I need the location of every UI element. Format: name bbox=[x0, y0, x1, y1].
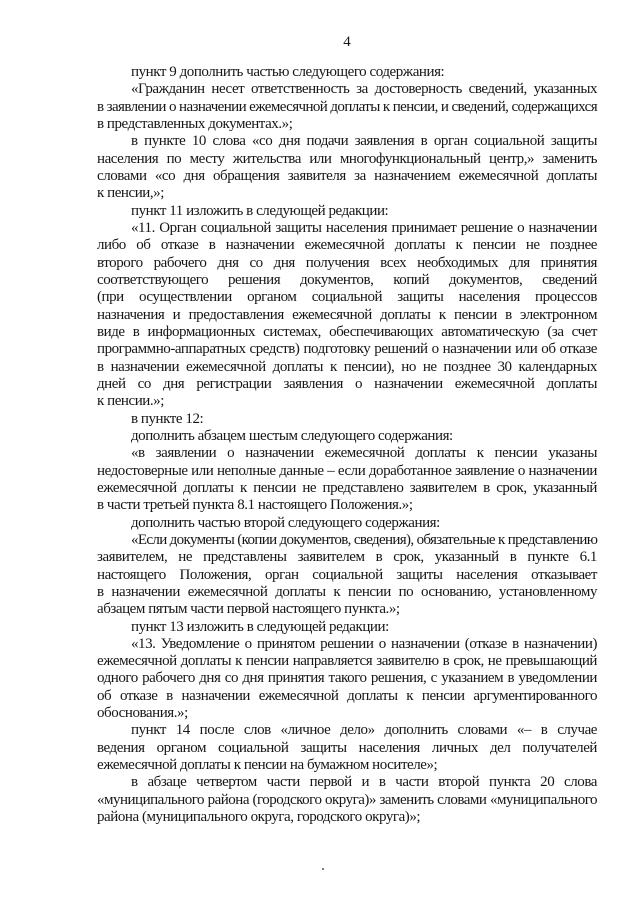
amendment-point-13-instruction bbox=[97, 619, 597, 636]
text-line: в пункте 10 слова «со дня подачи заявления в орган социальной защиты bbox=[131, 133, 597, 150]
amendment-point-20 bbox=[97, 774, 597, 826]
amendment-point-12-part2-text bbox=[97, 532, 597, 619]
amendment-point-12-heading bbox=[97, 411, 597, 428]
amendment-point-9-text bbox=[97, 81, 597, 133]
text-line: обоснования.»; bbox=[97, 705, 188, 722]
text-line: недостоверные или неполные данные – если доработанное заявление о назначении bbox=[97, 462, 597, 479]
text-line: «13. Уведомление о принятом решении о назначении (отказе в назначении) bbox=[131, 635, 597, 652]
text-line: ведения органом социальной защиты населения личных дел получателей bbox=[97, 739, 597, 756]
text-line: соответствующего решения документов, копий документов, сведений bbox=[97, 271, 597, 288]
text-line: заявителем, не представлены заявителем в срок, указанный в пункте 6.1 bbox=[97, 549, 597, 566]
amendment-point-12-part2-instruction bbox=[97, 515, 597, 532]
text-line: ежемесячной доплаты к пенсии на бумажном носителе»; bbox=[97, 757, 438, 774]
text-line: «Гражданин несет ответственность за достоверность сведений, указанных bbox=[131, 81, 597, 98]
text-line: дополнить частью второй следующего содержания: bbox=[131, 514, 440, 531]
amendment-point-11-text bbox=[97, 220, 597, 411]
text-line: населения по месту жительства или многофункциональный центр,» заменить bbox=[97, 150, 597, 167]
text-line: программно-аппаратных средств) подготовку решений о назначении или об отказе bbox=[97, 341, 597, 358]
scan-speck bbox=[322, 868, 324, 870]
amendment-point-9-instruction bbox=[97, 64, 597, 81]
text-line: пункт 11 изложить в следующей редакции: bbox=[131, 202, 389, 219]
text-line: настоящего Положения, орган социальной защиты населения отказывает bbox=[97, 566, 597, 583]
document-body bbox=[97, 64, 597, 826]
text-line: словами «со дня обращения заявителя за назначением ежемесячной доплаты bbox=[97, 167, 597, 184]
text-line: пункт 14 после слов «личное дело» дополнить словами «– в случае bbox=[131, 722, 597, 739]
text-line: об отказе в назначении ежемесячной доплаты к пенсии аргументированного bbox=[97, 687, 597, 704]
text-line: в представленных документах.»; bbox=[97, 115, 293, 132]
text-line: пункт 13 изложить в следующей редакции: bbox=[131, 618, 389, 635]
text-line: в пункте 12: bbox=[131, 410, 204, 427]
text-line: назначения и предоставления ежемесячной доплаты к пенсии в электронном bbox=[97, 306, 597, 323]
text-line: «в заявлении о назначении ежемесячной доплаты к пенсии указаны bbox=[131, 445, 597, 462]
amendment-point-10 bbox=[97, 133, 597, 202]
text-line: «муниципального района (городского округа)» заменить словами «муниципального bbox=[97, 791, 597, 808]
page-number: 4 bbox=[343, 34, 351, 50]
amendment-point-12-para6-instruction bbox=[97, 428, 597, 445]
text-line: виде в информационных системах, обеспечивающих автоматическую (за счет bbox=[97, 323, 597, 340]
text-line: в абзаце четвертом части первой и в части второй пункта 20 слова bbox=[131, 774, 597, 791]
text-line: одного рабочего дня со дня принятия такого решения, с указанием в уведомлении bbox=[97, 670, 597, 687]
text-line: либо об отказе в назначении ежемесячной доплаты к пенсии не позднее bbox=[97, 237, 597, 254]
text-line: дней со дня регистрации заявления о назначении ежемесячной доплаты bbox=[97, 375, 597, 392]
text-line: «Если документы (копии документов, сведения), обязательные к представлению bbox=[131, 531, 598, 548]
text-line: пункт 9 дополнить частью следующего содержания: bbox=[131, 64, 445, 80]
text-line: в части третьей пункта 8.1 настоящего Положения.»; bbox=[97, 497, 413, 514]
text-line: ежемесячной доплаты к пенсии не представлено заявителем в срок, указанный bbox=[97, 479, 597, 496]
text-line: к пенсии.»; bbox=[97, 393, 164, 410]
text-line: в назначении ежемесячной доплаты к пенсии по основанию, установленному bbox=[97, 583, 597, 600]
text-line: «11. Орган социальной защиты населения принимает решение о назначении bbox=[131, 219, 597, 236]
amendment-point-14 bbox=[97, 722, 597, 774]
text-line: в назначении ежемесячной доплаты к пенсии), но не позднее 30 календарных bbox=[97, 358, 597, 375]
text-line: ежемесячной доплаты к пенсии направляется заявителю в срок, не превышающий bbox=[97, 653, 597, 670]
text-line: в заявлении о назначении ежемесячной доплаты к пенсии, и сведений, содержащихся bbox=[97, 98, 597, 115]
amendment-point-11-instruction bbox=[97, 203, 597, 220]
text-line: к пенсии,»; bbox=[97, 185, 164, 202]
text-line: (при осуществлении органом социальной защиты населения процессов bbox=[97, 289, 597, 306]
amendment-point-12-para6-text bbox=[97, 445, 597, 514]
text-line: района (муниципального округа, городского округа)»; bbox=[97, 809, 421, 826]
amendment-point-13-text bbox=[97, 636, 597, 723]
text-line: дополнить абзацем шестым следующего содержания: bbox=[131, 427, 453, 444]
text-line: второго рабочего дня со дня получения всех необходимых для принятия bbox=[97, 254, 597, 271]
text-line: абзацем пятым части первой настоящего пункта.»; bbox=[97, 601, 400, 618]
